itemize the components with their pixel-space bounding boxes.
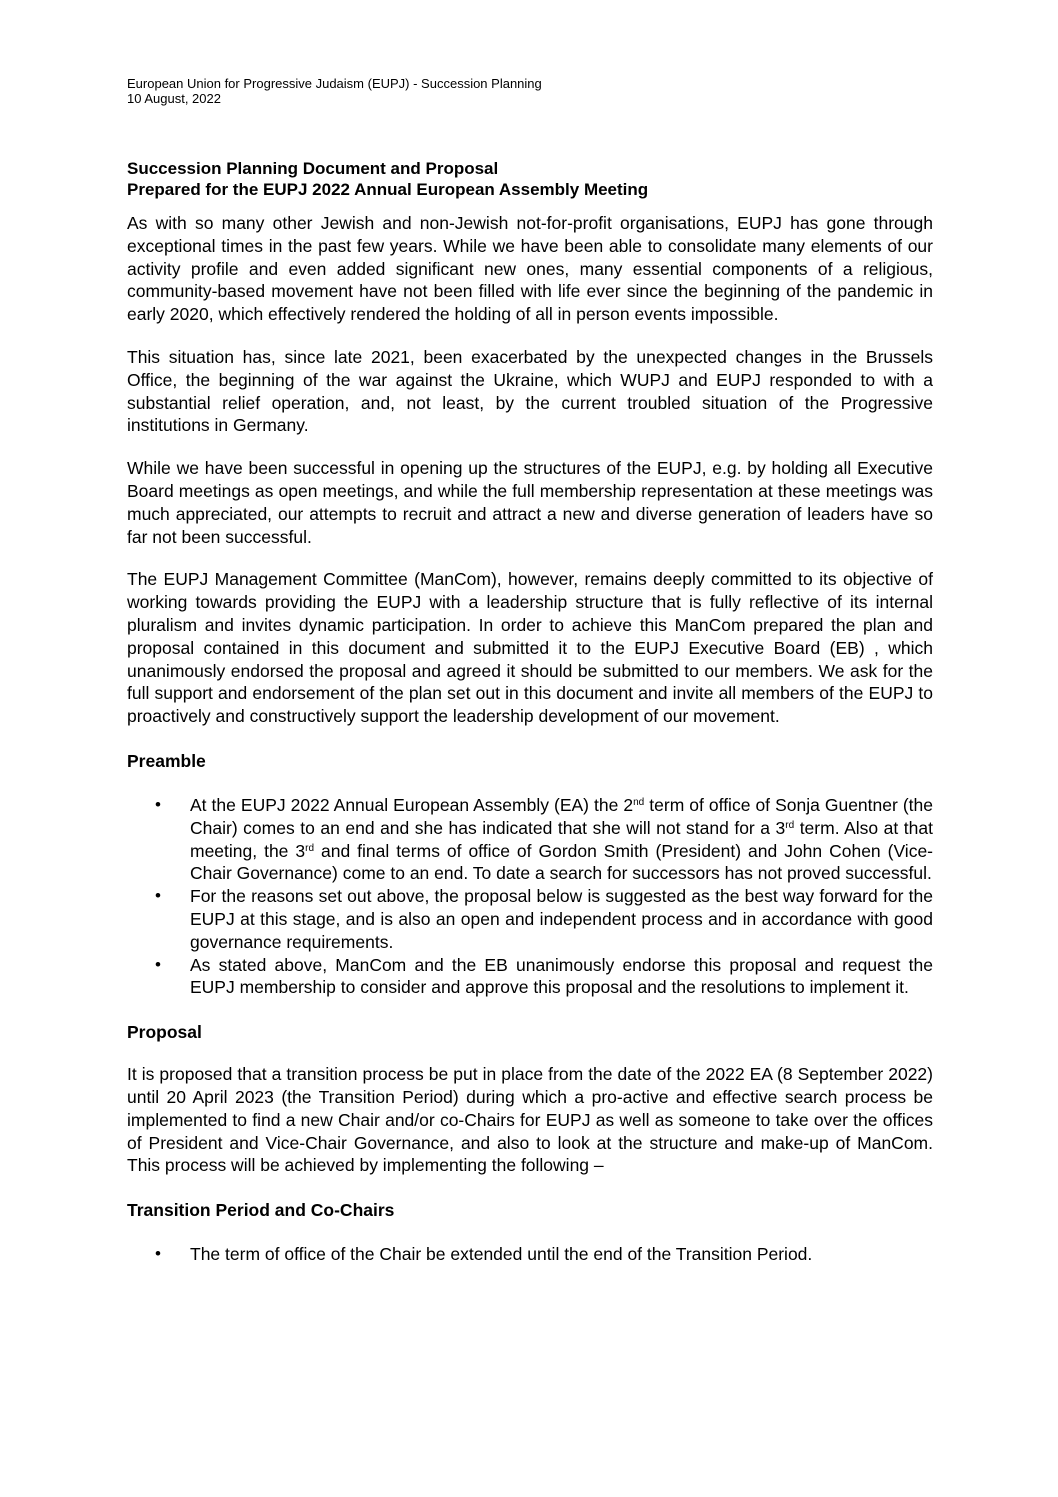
bullet-icon: • — [155, 1244, 161, 1264]
bullet-icon: • — [155, 794, 161, 814]
title-line-1: Succession Planning Document and Proposal — [127, 159, 499, 178]
document-title — [127, 159, 933, 200]
intro-paragraph-3: While we have been successful in opening up the structures of the EUPJ, e.g. by holding all Executive Board meetings as open meetings, and while the full membership representation at these meetings was much appreciated, our attempts to recruit and attract a new and diverse generation of leaders have so far not been successful. — [127, 458, 933, 547]
intro-paragraph-1: As with so many other Jewish and non-Jewish not-for-profit organisations, EUPJ has gone through exceptional times in the past few years. While we have been able to consolidate many elements of our activity profile and even added significant new ones, many essential components of a religious, community-based movement have not been filled with life ever since the beginning of the pandemic in early 2020, which effectively rendered the holding of all in person events impossible. — [127, 213, 933, 325]
preamble-heading: Preamble — [127, 750, 206, 771]
title-line-2: Prepared for the EUPJ 2022 Annual European Assembly Meeting — [127, 179, 649, 199]
document-page — [127, 76, 933, 1266]
bullet-icon: • — [155, 954, 161, 974]
intro-paragraph-4: The EUPJ Management Committee (ManCom), however, remains deeply committed to its objective of working towards providing the EUPJ with a leadership structure that is fully reflective of its internal pluralism and invites dynamic participation. In order to achieve this ManCom prepared the plan and proposal contained in this document and submitted it to the EUPJ Executive Board (EB) , which unanimously endorsed the proposal and agreed it should be submitted to our members. We ask for the full support and endorsement of the plan set out in this document and invite all members of the EUPJ to proactively and constructively support the leadership development of our movement. — [127, 569, 933, 727]
list-item: • As stated above, ManCom and the EB unanimously endorse this proposal and request the EUPJ membership to consider and approve this proposal and the resolutions to implement it. — [155, 954, 933, 998]
transition-list — [127, 1243, 933, 1266]
list-item: • For the reasons set out above, the proposal below is suggested as the best way forward for the EUPJ at this stage, and is also an open and independent process and in accordance with good governance requirements. — [155, 886, 933, 952]
intro-paragraph-2: This situation has, since late 2021, been exacerbated by the unexpected changes in the Brussels Office, the beginning of the war against the Ukraine, which WUPJ and EUPJ responded to with a substantial relief operation, and, not least, by the current troubled situation of the Progressive institutions in Germany. — [127, 346, 933, 436]
header-date: 10 August, 2022 — [127, 91, 221, 106]
list-item: • The term of office of the Chair be extended until the end of the Transition Period. — [155, 1244, 813, 1265]
list-item: • At the EUPJ 2022 Annual European Assembly (EA) the 2nd term of office of Sonja Guentner (the Chair) comes to an end and she has indicated that she will not stand for a 3rd term. Also at that meeting, the 3rd and final terms of office of Gordon Smith (President) and John Cohen (Vice-Chair Governance) come to an end. To date a search for successors has not proved successful. — [155, 794, 934, 884]
proposal-paragraph: It is proposed that a transition process be put in place from the date of the 2022 EA (8 September 2022) until 20 April 2023 (the Transition Period) during which a pro-active and effective search process be implemented to find a new Chair and/or co-Chairs for EUPJ as well as someone to take over the offices of President and Vice-Chair Governance, and also to look at the structure and make-up of ManCom. This process will be achieved by implementing the following – — [127, 1064, 933, 1176]
preamble-list — [127, 794, 933, 999]
bullet-icon: • — [155, 886, 161, 906]
header-organisation: European Union for Progressive Judaism (EUPJ) - Succession Planning — [127, 76, 542, 91]
transition-heading: Transition Period and Co-Chairs — [127, 1200, 395, 1221]
proposal-heading: Proposal — [127, 1022, 202, 1043]
document-header — [127, 76, 933, 106]
